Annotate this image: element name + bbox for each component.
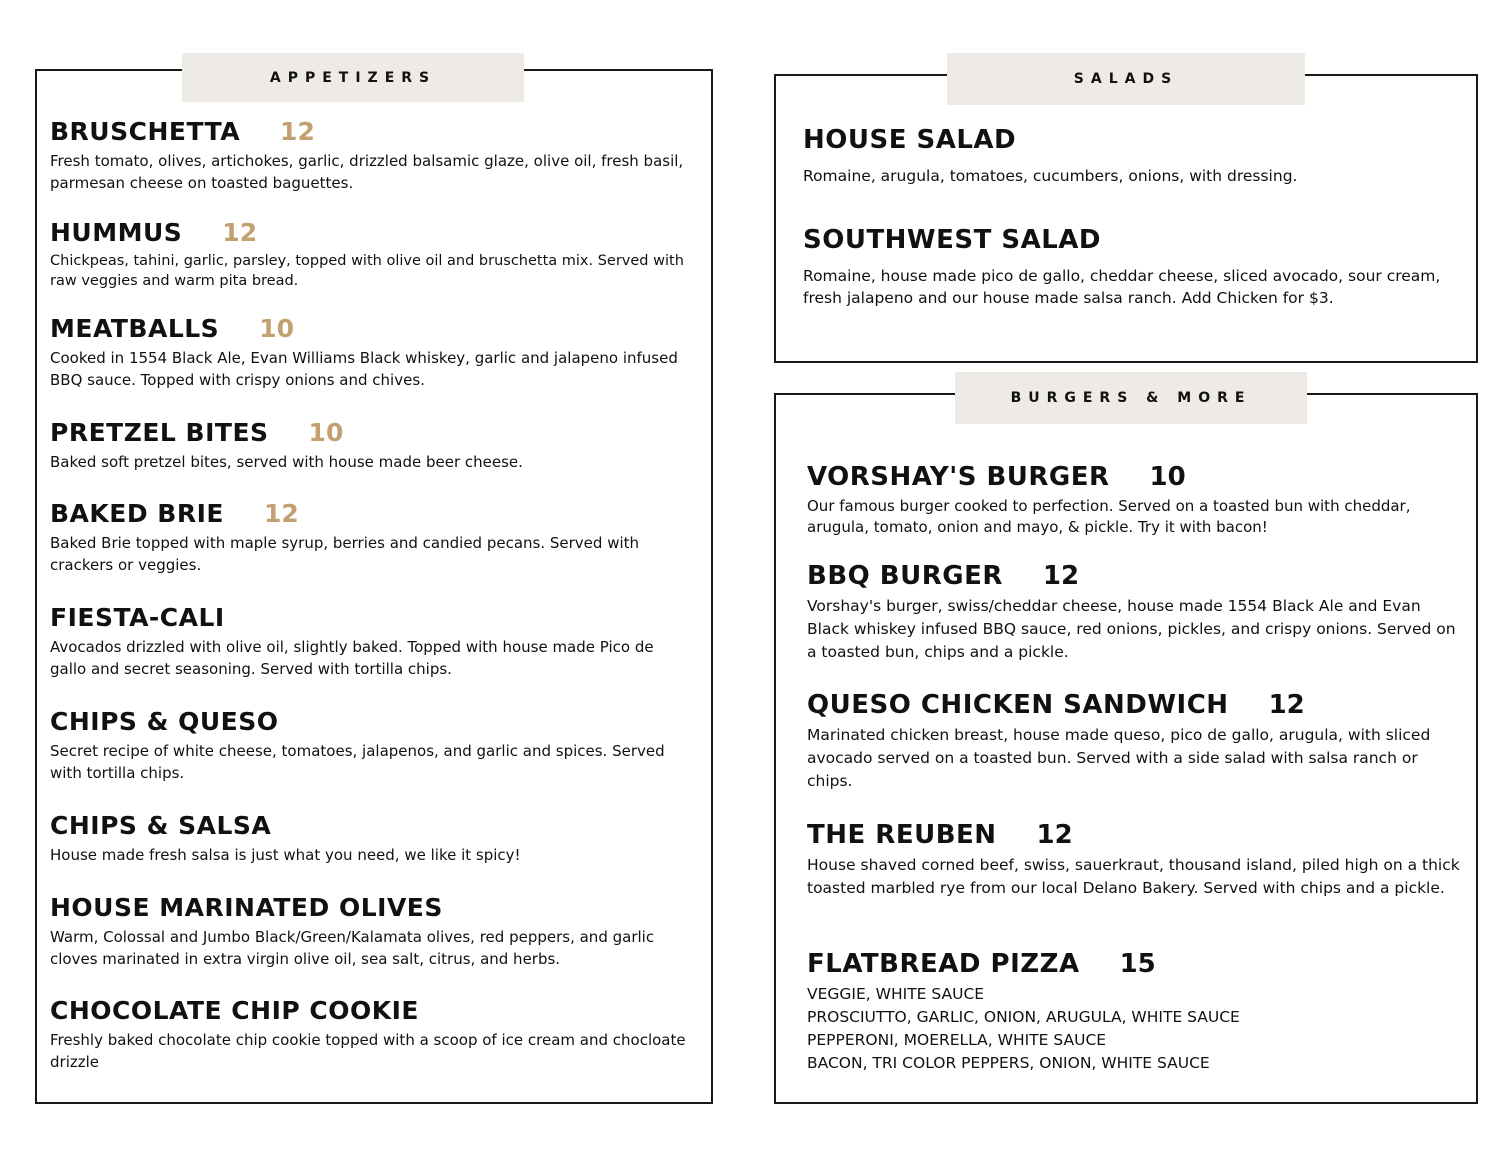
menu-item-flatbread-pizza (807, 949, 1467, 1075)
item-description: Baked Brie topped with maple syrup, berries and candied pecans. Served with crackers or veggies. (50, 534, 640, 574)
item-description: Warm, Colossal and Jumbo Black/Green/Kalamata olives, red peppers, and garlic cloves marinated in extra virgin olive oil, sea salt, citrus, and herbs. (50, 928, 655, 968)
menu-item-fiesta-cali (50, 603, 690, 680)
menu-item-chocolate-chip-cookie (50, 996, 690, 1073)
menu-item-pretzel-bites (50, 418, 690, 473)
item-name: BBQ BURGER (807, 561, 1003, 591)
item-price: 12 (1036, 820, 1073, 850)
menu-item-hummus (50, 218, 690, 291)
menu-item-the-reuben (807, 820, 1467, 900)
item-description: Romaine, house made pico de gallo, cheddar cheese, sliced avocado, sour cream, fresh jalapeno and our house made salsa ranch. Add Chicken for $3. (803, 267, 1441, 307)
item-price: 12 (1042, 561, 1080, 591)
item-price: 12 (264, 499, 299, 528)
item-description: Cooked in 1554 Black Ale, Evan Williams Black whiskey, garlic and jalapeno infused BBQ sauce. Topped with crispy onions and chives. (50, 349, 678, 389)
item-price: 12 (222, 218, 258, 247)
menu-item-marinated-olives (50, 893, 690, 970)
item-description: Freshly baked chocolate chip cookie topped with a scoop of ice cream and chocloate drizzle (50, 1031, 686, 1071)
appetizers-header: APPETIZERS (182, 53, 524, 102)
item-price: 15 (1119, 949, 1156, 979)
item-name: BAKED BRIE (50, 499, 224, 528)
item-name: QUESO CHICKEN SANDWICH (807, 690, 1229, 720)
flatbread-variant: BACON, TRI COLOR PEPPERS, ONION, WHITE SAUCE (807, 1054, 1210, 1072)
flatbread-variant: PROSCIUTTO, GARLIC, ONION, ARUGULA, WHITE SAUCE (807, 1008, 1240, 1026)
menu-item-house-salad (803, 125, 1463, 187)
item-description: Baked soft pretzel bites, served with house made beer cheese. (50, 453, 523, 471)
item-name: FIESTA-CALI (50, 603, 225, 632)
item-description: Fresh tomato, olives, artichokes, garlic, drizzled balsamic glaze, olive oil, fresh basil, parmesan cheese on toasted baguettes. (50, 152, 684, 192)
item-name: PRETZEL BITES (50, 418, 269, 447)
item-description: Secret recipe of white cheese, tomatoes, jalapenos, and garlic and spices. Served with tortilla chips. (50, 742, 665, 782)
flatbread-variants (807, 983, 1467, 1075)
menu-item-chips-salsa (50, 811, 690, 866)
item-price: 10 (308, 418, 344, 447)
item-name: SOUTHWEST SALAD (803, 225, 1102, 255)
item-description: Romaine, arugula, tomatoes, cucumbers, onions, with dressing. (803, 167, 1298, 185)
menu-item-chips-queso (50, 707, 690, 784)
item-price: 12 (280, 117, 315, 146)
item-description: Vorshay's burger, swiss/cheddar cheese, house made 1554 Black Ale and Evan Black whiskey infused BBQ sauce, red onions, pickles, and crispy onions. Served on a toasted bun, chips and a pickle. (807, 597, 1456, 661)
flatbread-variant: PEPPERONI, MOERELLA, WHITE SAUCE (807, 1031, 1107, 1049)
menu-item-meatballs (50, 314, 690, 391)
item-description: Chickpeas, tahini, garlic, parsley, topped with olive oil and bruschetta mix. Served with raw veggies and warm pita bread. (50, 253, 684, 289)
item-name: CHIPS & SALSA (50, 811, 272, 840)
item-price: 10 (1149, 462, 1186, 492)
item-name: THE REUBEN (807, 820, 997, 850)
item-name: MEATBALLS (50, 314, 220, 343)
item-description: House shaved corned beef, swiss, sauerkraut, thousand island, piled high on a thick toasted marbled rye from our local Delano Bakery. Served with chips and a pickle. (807, 856, 1460, 897)
salads-panel (774, 74, 1478, 363)
menu-item-bbq-burger (807, 561, 1467, 664)
item-price: 10 (259, 314, 294, 343)
item-description: House made fresh salsa is just what you need, we like it spicy! (50, 846, 521, 864)
item-description: Marinated chicken breast, house made queso, pico de gallo, arugula, with sliced avocado served on a toasted bun. Served with a side salad with salsa ranch or chips. (807, 726, 1431, 790)
item-description: Avocados drizzled with olive oil, slightly baked. Topped with house made Pico de gallo and secret seasoning. Served with tortilla chips. (50, 638, 654, 678)
menu-item-baked-brie (50, 499, 690, 576)
item-name: HUMMUS (50, 218, 183, 247)
item-name: VORSHAY'S BURGER (807, 462, 1110, 492)
menu-item-bruschetta (50, 117, 690, 194)
menu-item-queso-chicken-sandwich (807, 690, 1467, 793)
item-name: BRUSCHETTA (50, 117, 241, 146)
item-name: CHOCOLATE CHIP COOKIE (50, 996, 419, 1025)
burgers-header: BURGERS & MORE (955, 372, 1307, 424)
item-name: HOUSE SALAD (803, 125, 1017, 155)
menu-item-vorshays-burger (807, 462, 1467, 538)
item-name: FLATBREAD PIZZA (807, 949, 1080, 979)
item-description: Our famous burger cooked to perfection. Served on a toasted bun with cheddar, arugula, tomato, onion and mayo, & pickle. Try it with bacon! (807, 497, 1411, 536)
salads-header: SALADS (947, 53, 1305, 105)
item-name: CHIPS & QUESO (50, 707, 279, 736)
item-price: 12 (1268, 690, 1305, 720)
flatbread-variant: VEGGIE, WHITE SAUCE (807, 985, 985, 1003)
item-name: HOUSE MARINATED OLIVES (50, 893, 443, 922)
menu-item-southwest-salad (803, 225, 1463, 309)
